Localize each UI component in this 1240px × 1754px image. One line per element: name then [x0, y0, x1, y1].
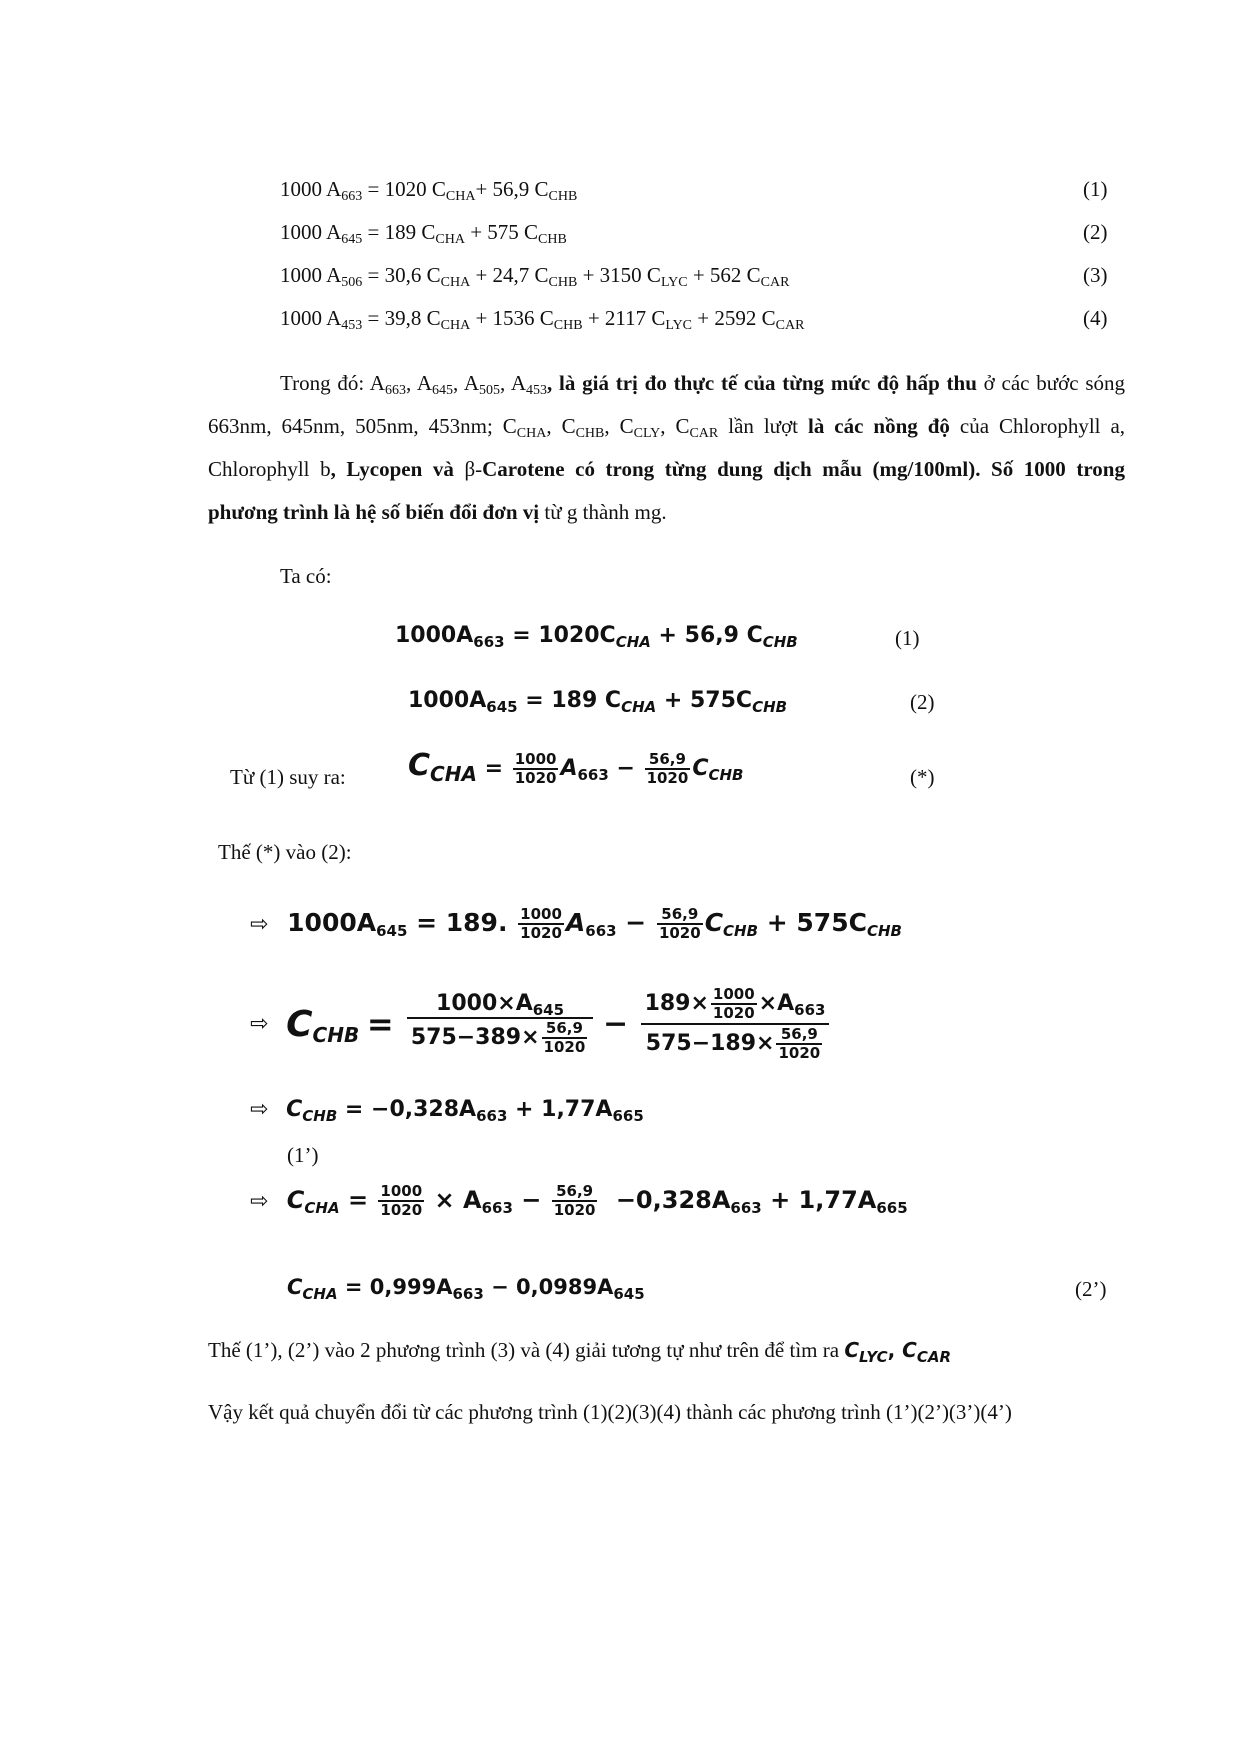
- math-step-3-number: (1’): [287, 1143, 319, 1167]
- arrow-icon: ⇨: [250, 1011, 269, 1037]
- math-star: $C_{CHA}$ = $\frac{1000}{1020}$ $A_{663}$ − $\frac{56,9}{1020}$ $C_{CHB}$: [408, 748, 744, 787]
- tu-1-label: Từ (1) suy ra:: [230, 765, 346, 789]
- equation-2-number: (2): [1083, 220, 1108, 244]
- equation-4-number: (4): [1083, 306, 1108, 330]
- equation-1: 1000 $A_{663} = 1020$ $C_{CHA}+ 56,9$ $C_{CHB}$: [280, 177, 578, 204]
- math-step-3: ⇨ $C_{CHB} = -0,328A_{663} + 1,77A_{665}$: [250, 1097, 644, 1125]
- arrow-icon: ⇨: [250, 1189, 269, 1214]
- substitution-sentence: Thế (1’), (2’) vào 2 phương trình (3) và (4) giải tương tự như trên để tìm ra $C_{LYC}$, $C_{CAR}$: [208, 1338, 951, 1366]
- the-star-label: Thế (*) vào (2):: [218, 840, 352, 864]
- equation-2: 1000 $A_{645} = 189$ $C_{CHA} + 575$ $C_{CHB}$: [280, 220, 567, 247]
- math-eq-2-number: (2): [910, 690, 935, 714]
- math-step-5: $C_{CHA} = 0,999A_{663} - 0,0989A_{645}$: [287, 1275, 645, 1303]
- math-step-5-number: (2’): [1075, 1277, 1107, 1301]
- ta-co-label: Ta có:: [280, 564, 332, 588]
- equation-3: 1000 $A_{506} = 30,6$ $C_{CHA} + 24,7$ $C_{CHB} + 3150$ $C_{LYC} + 562$ $C_{CAR}$: [280, 263, 790, 290]
- conclusion-paragraph: Vậy kết quả chuyển đổi từ các phương trình (1)(2)(3)(4) thành các phương trình (1’)(2’)(3’)(4’): [208, 1400, 1012, 1424]
- math-step-2: ⇨ $C_{CHB}$ = $1000\times A_{645}$ 575−389× $\frac{56,9}{1020}$ − 189× $\frac{1000}{1020}$ $\times A_{663}$ 575−189× $\frac{56,9}{1020}$: [250, 985, 831, 1063]
- math-star-number: (*): [910, 765, 935, 789]
- math-eq-1-number: (1): [895, 626, 920, 650]
- arrow-icon: ⇨: [250, 912, 269, 937]
- equation-3-number: (3): [1083, 263, 1108, 287]
- arrow-icon: ⇨: [250, 1097, 269, 1122]
- math-eq-2: $1000A_{645} = 189$ $C_{CHA} + 575C_{CHB}$: [408, 688, 788, 716]
- equation-1-number: (1): [1083, 177, 1108, 201]
- math-step-4: ⇨ $C_{CHA}$ = $\frac{1000}{1020}$ × $A_{663}$ − $\frac{56,9}{1020}$ $-0,328A_{663} + 1,77A_{665}$: [250, 1182, 908, 1219]
- equation-4: 1000 $A_{453} = 39,8$ $C_{CHA} + 1536$ $C_{CHB} + 2117$ $C_{LYC} + 2592$ $C_{CAR}$: [280, 306, 805, 333]
- explanation-paragraph: Trong đó: $A_{663}$, $A_{645}$, $A_{505}$, $A_{453}$, là giá trị đo thực tế của từng mức độ hấp thu ở các bước sóng 663nm, 645nm, 505nm, 453nm; $C_{CHA}$, $C_{CHB}$, $C_{CLY}$, $C_{CAR}$ lần lượt là các nồng độ của Chlorophyll a, Chlorophyll b, Lycopen và β-Carotene có trong từng dung dịch mẫu (mg/100ml). Số 1000 trong phương trình là hệ số biến đổi đơn vị từ g thành mg.: [208, 371, 1126, 524]
- math-eq-1: $1000A_{663} = 1020C_{CHA} + 56,9$ $C_{CHB}$: [395, 623, 798, 651]
- math-step-1: ⇨ $1000A_{645} = 189$. $\frac{1000}{1020}$ $A_{663}$ − $\frac{56,9}{1020}$ $C_{CHB} + 575C_{CHB}$: [250, 905, 902, 942]
